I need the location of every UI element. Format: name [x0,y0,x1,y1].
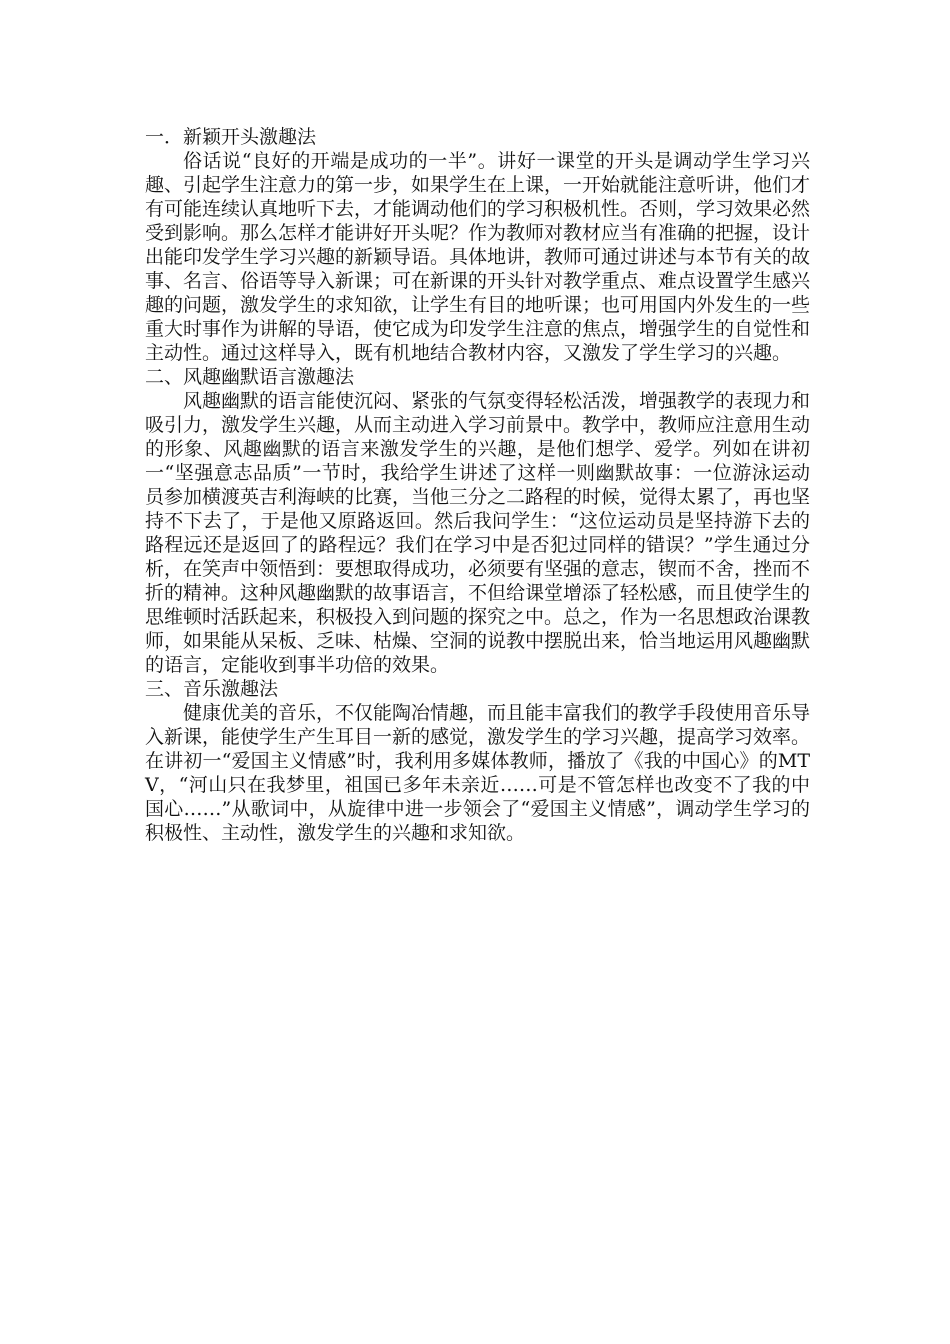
section-body-2: 风趣幽默的语言能使沉闷、紧张的气氛变得轻松活泼，增强教学的表现力和吸引力，激发学生兴趣，从而主动进入学习前景中。教学中，教师应注意用生动的形象、风趣幽默的语言来激发学生的兴趣，是他们想学、爱学。列如在讲初一“坚强意志品质”一节时，我给学生讲述了这样一则幽默故事：一位游泳运动员参加横渡英吉利海峡的比赛，当他三分之二路程的时候，觉得太累了，再也坚持不下去了，于是他又原路返回。然后我问学生：“这位运动员是坚持游下去的路程远还是返回了的路程远？我们在学习中是否犯过同样的错误？”学生通过分析，在笑声中领悟到：要想取得成功，必须要有坚强的意志，锲而不舍，挫而不折的精神。这种风趣幽默的故事语言，不但给课堂增添了轻松感，而且使学生的思维顿时活跃起来，积极投入到问题的探究之中。总之，作为一名思想政治课教师，如果能从呆板、乏味、枯燥、空洞的说教中摆脱出来，恰当地运用风趣幽默的语言，定能收到事半功倍的效果。 [145,390,811,676]
section-body-3: 健康优美的音乐，不仅能陶冶情趣，而且能丰富我们的教学手段使用音乐导入新课，能使学生产生耳目一新的感觉，激发学生的学习兴趣，提高学习效率。在讲初一“爱国主义情感”时，我利用多媒体教师，播放了《我的中国心》的MTV，“河山只在我梦里，祖国已多年未亲近……可是不管怎样也改变不了我的中国心……”从歌词中，从旋律中进一步领会了“爱国主义情感”，调动学生学习的积极性、主动性，激发学生的兴趣和求知欲。 [145,702,811,844]
section-heading-3: 三、音乐激趣法 [145,678,279,700]
section-body-1: 俗话说“良好的开端是成功的一半”。讲好一课堂的开头是调动学生学习兴趣、引起学生注意力的第一步，如果学生在上课，一开始就能注意听讲，他们才有可能连续认真地听下去，才能调动他们的学习积极机性。否则，学习效果必然受到影响。那么怎样才能讲好开头呢？作为教师对教材应当有准确的把握，设计出能印发学生学习兴趣的新颖导语。具体地讲，教师可通过讲述与本节有关的故事、名言、俗语等导入新课；可在新课的开头针对教学重点、难点设置学生感兴趣的问题，激发学生的求知欲，让学生有目的地听课；也可用国内外发生的一些重大时事作为讲解的导语，使它成为印发学生注意的焦点，增强学生的自觉性和主动性。通过这样导入，既有机地结合教材内容，又激发了学生学习的兴趣。 [145,150,811,364]
section-heading-1: 一．新颖开头激趣法 [145,126,317,148]
document-page [145,125,810,845]
section-heading-2: 二、风趣幽默语言激趣法 [145,366,355,388]
